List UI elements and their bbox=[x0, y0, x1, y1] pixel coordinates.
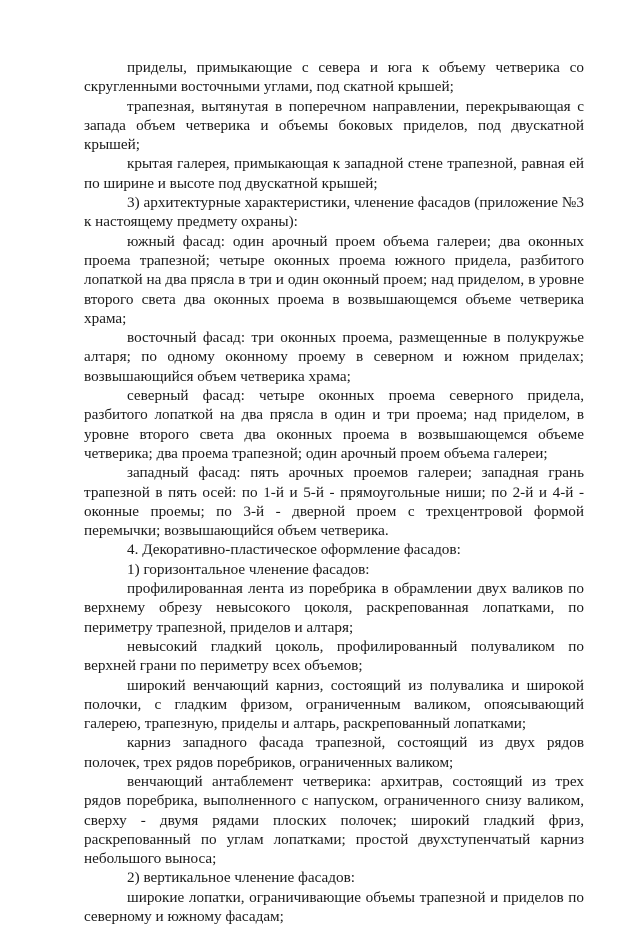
paragraph-architectural-characteristics: 3) архитектурные характеристики, членение фасадов (приложение №3 к настоящему предмету охраны): bbox=[84, 194, 584, 231]
subsection-heading-vertical-division: 2) вертикальное членение фасадов: bbox=[127, 869, 355, 887]
document-body bbox=[84, 58, 584, 926]
paragraph-west-cornice: карниз западного фасада трапезной, состоящий из двух рядов полочек, трех рядов поребриков, ограниченных валиком; bbox=[84, 734, 584, 771]
paragraph-north-facade: северный фасад: четыре оконных проема северного придела, разбитого лопаткой на два прясла в один и три проема; над приделом, в уровне второго света два оконных проема в возвышающемся объеме четверика; два проема трапезной; один арочный проем объема галереи; bbox=[84, 387, 584, 462]
paragraph-wide-pilasters: широкие лопатки, ограничивающие объемы трапезной и приделов по северному и южному фасадам; bbox=[84, 888, 584, 926]
paragraph-south-facade: южный фасад: один арочный проем объема галереи; два оконных проема трапезной; четыре оконных проема южного придела, разбитого лопаткой на два прясла в три и один оконный проем; над приделом, в уровне второго света два оконных проема в возвышающемся объеме четверика храма; bbox=[84, 232, 584, 327]
section-heading-decorative-design: 4. Декоративно-пластическое оформление фасадов: bbox=[127, 541, 461, 559]
paragraph-crowning-cornice: широкий венчающий карниз, состоящий из полувалика и широкой полочки, с гладким фризом, ограниченным валиком, опоясывающий галерею, трапезную, приделы и алтарь, раскрепованный лопатками; bbox=[84, 676, 584, 733]
paragraph-entablature: венчающий антаблемент четверика: архитрав, состоящий из трех рядов поребрика, выполненного с напуском, ограниченного снизу валиком, сверху - двумя рядами плоских полочек; широкий гладкий фриз, раскрепованный по углам лопатками; простой двухступенчатый карниз небольшого выноса; bbox=[84, 772, 584, 868]
paragraph-side-chapels: приделы, примыкающие с севера и юга к объему четверика со скругленными восточными углами, под скатной крышей; bbox=[84, 59, 584, 96]
paragraph-plinth: невысокий гладкий цоколь, профилированный полувaликом по верхней грани по периметру всех объемов; bbox=[84, 637, 584, 675]
paragraph-profiled-band: профилированная лента из поребрика в обрамлении двух валиков по верхнему обрезу невысокого цоколя, раскрепованная лопатками, по периметру трапезной, приделов и алтаря; bbox=[84, 580, 584, 636]
paragraph-east-facade: восточный фасад: три оконных проема, размещенные в полукружье алтаря; по одному оконному проему в северном и южном приделах; возвышающийся объем четверика храма; bbox=[84, 329, 584, 385]
subsection-heading-horizontal-division: 1) горизонтальное членение фасадов: bbox=[127, 560, 370, 578]
paragraph-west-facade: западный фасад: пять арочных проемов галереи; западная грань трапезной в пять осей: по 1-й и 5-й - прямоугольные ниши; по 2-й и 4-й - оконные проемы; по 3-й - дверной проем с трехцентровой формой перемычки; возвышающийся объем четверика. bbox=[84, 464, 584, 540]
paragraph-covered-gallery: крытая галерея, примыкающая к западной стене трапезной, равная ей по ширине и высоте под двускатной крышей; bbox=[84, 155, 584, 192]
paragraph-refectory: трапезная, вытянутая в поперечном направлении, перекрывающая с запада объем четверика и объемы боковых приделов, под двускатной крышей; bbox=[84, 97, 584, 154]
